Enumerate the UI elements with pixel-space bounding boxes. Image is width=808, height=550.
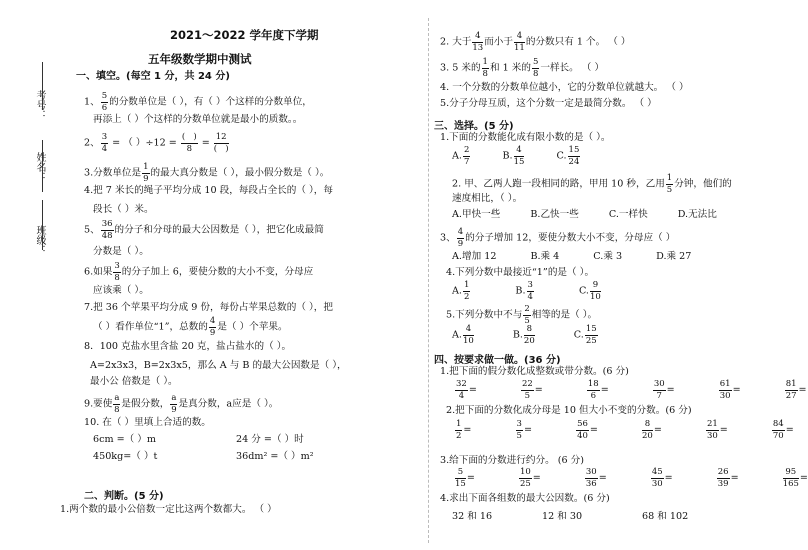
frac-1-9: $\frac{1}{9}$ [143, 162, 149, 184]
judge-1: 1.两个数的最小公倍数一定比这两个数都大。 （ ） [60, 504, 277, 515]
choice-2-options: A.甲快一些 B.乙快一些 C.一样快 D.无法比 [452, 209, 717, 220]
frac-4-9: $\frac{4}{9}$ [209, 316, 216, 338]
frac-3-4: $\frac{3}{4}$ [101, 132, 108, 154]
practice-3: 3.给下面的分数进行约分。 (6 分) [440, 455, 584, 466]
frac-1-5: $\frac{1}{5}$ [666, 173, 673, 195]
judge-4: 4. 一个分数的分数单位越小，它的分数单位就越大。 （ ） [440, 82, 689, 93]
frac-blank-8: $\frac{( )}{8}$ [181, 132, 197, 154]
q8-line3: 最小公 倍数是（ ）。 [90, 376, 178, 387]
q10: 10. 在（ ）里填上合适的数。 [84, 417, 211, 428]
q2: 2、 $\frac{3}{4}$ = （ ）÷12 = $\frac{( )}{8}$ = $\frac{12}{( )}$ [84, 132, 229, 154]
q7-line1: 7.把 36 个苹果平均分成 9 份，每份占苹果总数的（ ），把 [84, 302, 333, 313]
judge-2: 2. 大于 $\frac{4}{13}$ 而小于 $\frac{4}{11}$ 的分数只有 1 个。 （ ） [440, 31, 631, 53]
q8-line1: 8．100 克盐水里含盐 20 克，盐占盐水的（ ）。 [84, 341, 292, 352]
practice-1-items: $\frac{32}{4}$ = $\frac{22}{5}$ = $\frac{18}{6}$ = $\frac{30}{7}$ = $\frac{61}{30}$ = $\frac{81}{27}$ = [456, 379, 807, 401]
gcd-1: 32 和 16 [452, 511, 493, 522]
choice-2-line2: 速度相比，（ ）。 [452, 193, 523, 204]
choice-5-options: A. $\frac{4}{10}$ B. $\frac{8}{20}$ C. $\frac{15}{25}$ [452, 324, 597, 346]
section-judge: 二、判断。(5 分) [84, 491, 164, 502]
choice-1-options: A. $\frac{2}{7}$ B. $\frac{4}{15}$ C. $\frac{15}{24}$ [452, 145, 580, 167]
choice-1: 1.下面的分数能化成有限小数的是（ ）。 [440, 132, 611, 143]
exam-number-line [42, 62, 43, 110]
name-line [42, 140, 43, 192]
frac-2-5: $\frac{2}{5}$ [524, 304, 530, 326]
frac-5-6: $\frac{5}{6}$ [101, 91, 108, 113]
q6-line2: 应该乘（ ）。 [93, 285, 149, 296]
frac-12-blank: $\frac{12}{( )}$ [213, 132, 229, 154]
choice-4: 4.下列分数中最接近“1”的是（ ）。 [446, 267, 595, 278]
frac-4-13: $\frac{4}{13}$ [472, 31, 484, 53]
choice-4-options: A. $\frac{1}{2}$ B. $\frac{3}{4}$ C. $\frac{9}{10}$ [452, 280, 601, 302]
q10-unit-1a: 6cm =（ ）m [93, 434, 156, 445]
q10-unit-2b: 36dm² =（ ）m² [236, 451, 314, 462]
section-choice: 三、选择。(5 分) [434, 121, 514, 132]
frac-4-11: $\frac{4}{11}$ [514, 31, 525, 53]
frac-36-48: $\frac{36}{48}$ [101, 219, 113, 241]
q4-line1: 4.把 7 米长的绳子平均分成 10 段，每段占全长的（ ），每 [84, 185, 333, 196]
class-label: 班级： [34, 225, 45, 255]
practice-2: 2.把下面的分数化成分母是 10 但大小不变的分数。(6 分) [446, 405, 692, 416]
section-fill-in: 一、填空。(每空 1 分，共 24 分) [76, 71, 230, 82]
choice-3-options: A.增加 12 B.乘 4 C.乘 3 D.乘 27 [452, 251, 692, 262]
q7-line2: （ ）看作单位“1”，总数的 $\frac{4}{9}$ 是（ ）个苹果。 [93, 316, 288, 338]
gcd-2: 12 和 30 [542, 511, 583, 522]
class-line [42, 200, 43, 250]
frac-1-8: $\frac{1}{8}$ [482, 57, 488, 79]
column-divider [428, 18, 429, 543]
page-subtitle: 五年级数学期中测试 [148, 52, 252, 66]
q4-line2: 段长（ ）米。 [93, 204, 154, 215]
judge-3: 3. 5 米的 $\frac{1}{8}$ 和 1 米的 $\frac{5}{8}$ 一样长。 （ ） [440, 57, 605, 79]
q6-line1: 6.如果 $\frac{3}{8}$ 的分子加上 6，要使分数的大小不变，分母应 [84, 261, 314, 283]
frac-4-9b: $\frac{4}{9}$ [457, 227, 464, 249]
frac-a-9: $\frac{a}{9}$ [171, 393, 177, 415]
q10-unit-1b: 24 分 =（ ）时 [236, 434, 304, 445]
practice-4: 4.求出下面各组数的最大公因数。(6 分) [440, 493, 610, 504]
q1-line2: 再添上（ ）个这样的分数单位就是最小的质数。。 [93, 114, 303, 125]
q10-unit-2a: 450kg=（ ）t [93, 451, 158, 462]
choice-5: 5.下列分数中不与 $\frac{2}{5}$ 相等的是（ ）。 [446, 304, 598, 326]
frac-3-8: $\frac{3}{8}$ [114, 261, 120, 283]
page-title: 2021～2022 学年度下学期 [170, 28, 319, 42]
practice-2-items: $\frac{1}{2}$ = $\frac{3}{5}$ = $\frac{56}{40}$ = $\frac{8}{20}$ = $\frac{21}{30}$ = $\frac{84}{70}$ = [456, 419, 794, 441]
q5-line1: 5、 $\frac{36}{48}$ 的分子和分母的最大公因数是（ ），把它化成最简 [84, 219, 324, 241]
q9: 9.要使 $\frac{a}{8}$ 是假分数， $\frac{a}{9}$ 是真分数，a应是（ ）。 [84, 393, 279, 415]
q8-line2: A=2x3x3，B=2x3x5，那么 A 与 B 的最大公因数是（ ）， [90, 360, 347, 371]
gcd-3: 68 和 102 [642, 511, 689, 522]
choice-3: 3、 $\frac{4}{9}$ 的分子增加 12，要使分数大小不变，分母应（ ） [440, 227, 676, 249]
judge-5: 5.分子分母互质，这个分数一定是最简分数。 （ ） [440, 98, 657, 109]
choice-2-line1: 2. 甲、乙两人跑一段相同的路，甲用 10 秒，乙用 $\frac{1}{5}$ 分钟，他们的 [452, 173, 732, 195]
exam-number-label: 考号： [34, 90, 45, 120]
name-label: 姓名： [34, 152, 45, 182]
practice-1: 1.把下面的假分数化成整数或带分数。(6 分) [440, 366, 629, 377]
q3: 3.分数单位是 $\frac{1}{9}$ 的最大真分数是（ ），最小假分数是（ ）。 [84, 162, 330, 184]
frac-5-8: $\frac{5}{8}$ [532, 57, 539, 79]
frac-a-8: $\frac{a}{8}$ [114, 393, 120, 415]
practice-3-items: $\frac{5}{15}$ = $\frac{10}{25}$ = $\frac{30}{36}$ = $\frac{45}{30}$ = $\frac{26}{39}$ = $\frac{95}{165}$ = [455, 467, 808, 489]
section-practice: 四、按要求做一做。(36 分) [434, 355, 561, 366]
q5-line2: 分数是（ ）。 [93, 246, 149, 257]
q1-line1: 1、 $\frac{5}{6}$ 的分数单位是（ ），有（ ）个这样的分数单位， [84, 91, 312, 113]
